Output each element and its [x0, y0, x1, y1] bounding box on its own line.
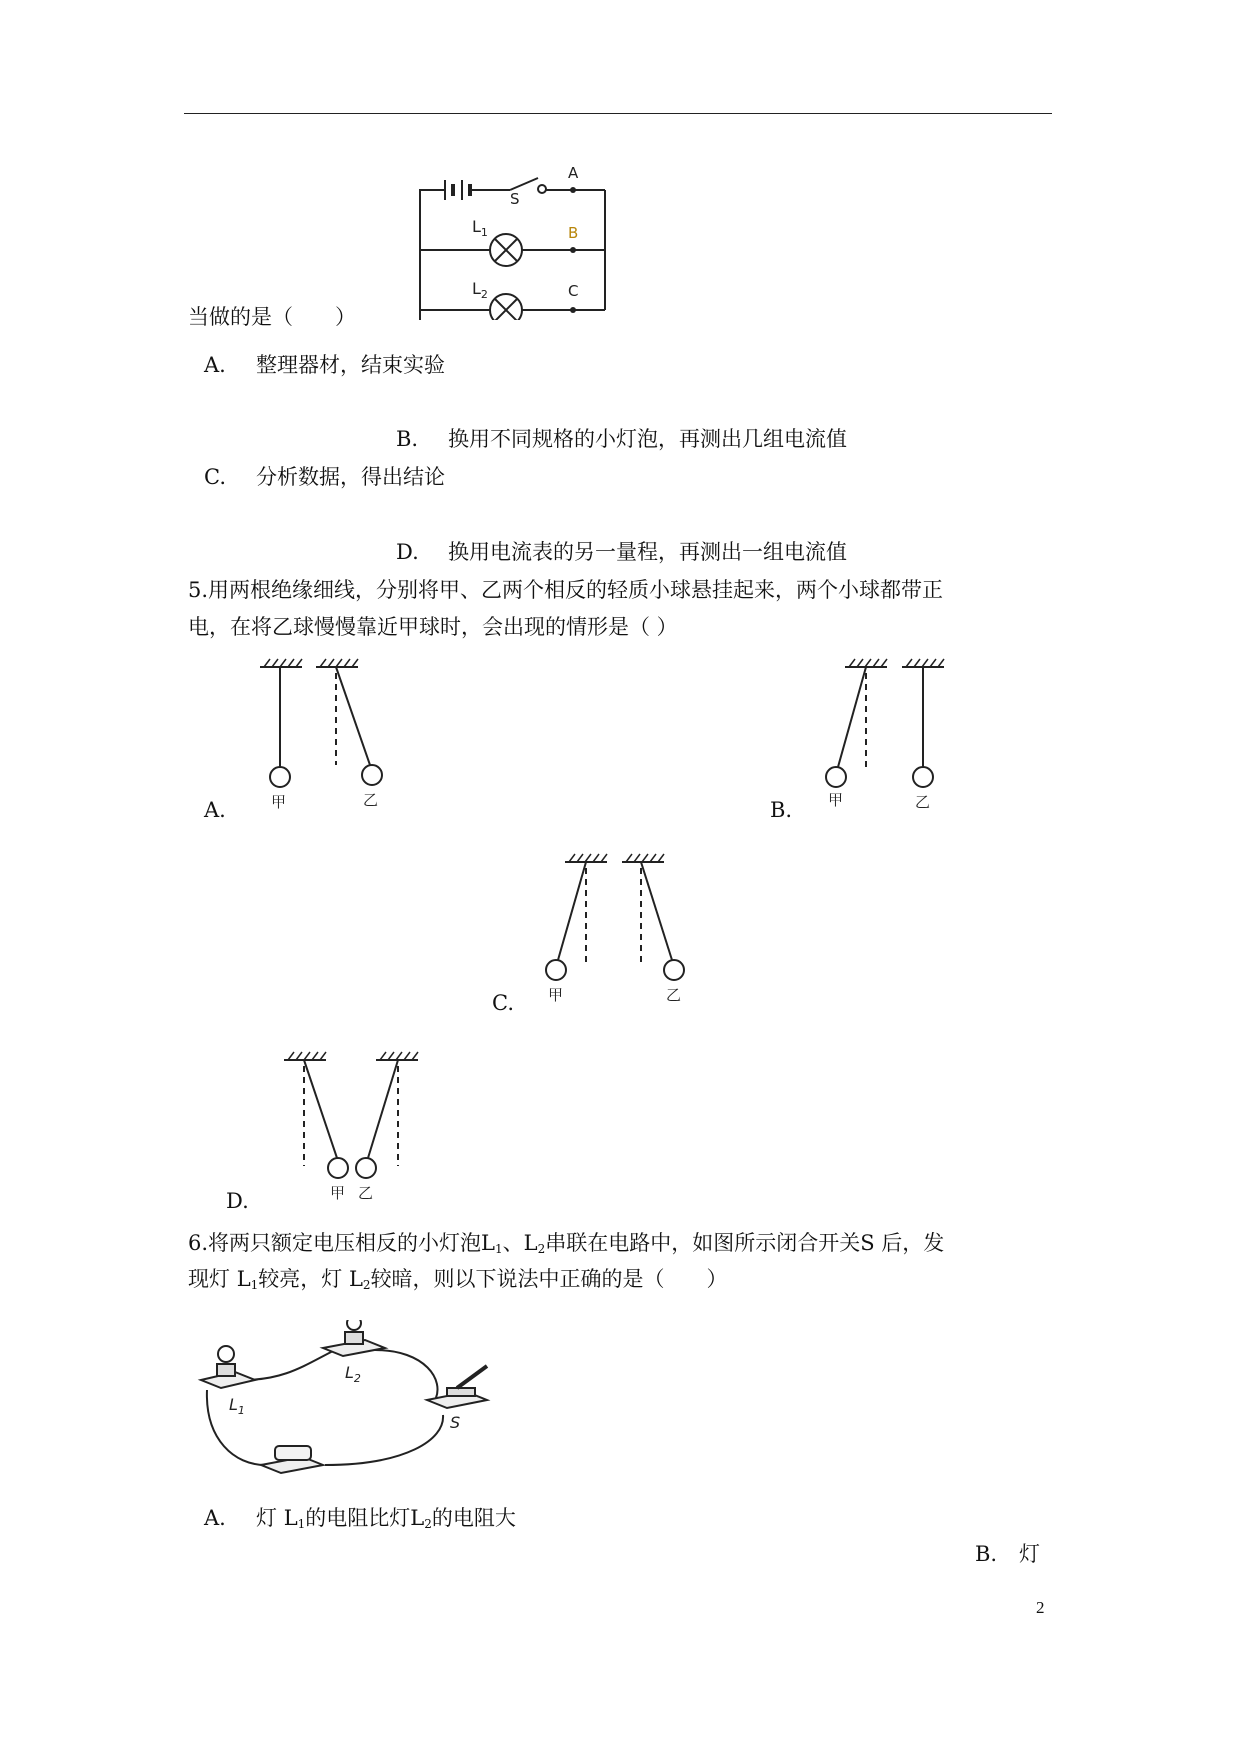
pendulum-diagram-d [280, 1048, 430, 1208]
ball-label-jia: 甲 [828, 791, 844, 809]
q5-option-c-label[interactable]: C. [492, 991, 514, 1015]
circuit-label-c: C [568, 282, 579, 300]
q4-stem-tail: 当做的是（ ） [188, 305, 356, 329]
header-rule [184, 113, 1052, 114]
option-letter: A. [204, 1506, 226, 1530]
pendulum-diagram-a [250, 655, 390, 815]
ball-label-yi: 乙 [666, 986, 682, 1004]
q6-option-a[interactable]: A. 灯 $L_1$的电阻比灯$L_2$的电阻大 [204, 1503, 516, 1539]
lamp-symbol-l2: $L_2$ [523, 1231, 546, 1256]
ball-label-jia: 甲 [330, 1184, 346, 1202]
sketch-label-l2: $L_2$ [345, 1363, 361, 1385]
ball-label-yi: 乙 [915, 793, 931, 811]
q5-option-d-label[interactable]: D. [226, 1189, 249, 1213]
sketch-label-s: S [450, 1413, 461, 1432]
option-letter: C. [204, 465, 226, 489]
option-text: 灯 [1019, 1542, 1040, 1566]
option-letter: B. [975, 1542, 998, 1566]
option-text: 换用电流表的另一量程，再测出一组电流值 [448, 540, 847, 564]
q5-option-b-label[interactable]: B. [770, 798, 793, 822]
pendulum-diagram-b [820, 655, 950, 815]
circuit-label-b: B [568, 224, 579, 242]
q4-option-b[interactable] [396, 424, 847, 454]
q5-stem-line2: 电，在将乙球慢慢靠近甲球时，会出现的情形是（ ） [188, 615, 678, 639]
q6-option-b[interactable] [975, 1539, 1040, 1569]
q4-option-a[interactable] [204, 350, 445, 380]
page-number: 2 [1036, 1598, 1045, 1617]
sketch-label-l1: $L_1$ [229, 1395, 245, 1417]
ball-label-jia: 甲 [271, 793, 287, 811]
q5-stem-line1: 5.用两根绝缘细线，分别将甲、乙两个相反的轻质小球悬挂起来，两个小球都带正 [188, 578, 944, 602]
option-text: 分析数据，得出结论 [256, 465, 445, 489]
ball-label-jia: 甲 [548, 986, 564, 1004]
q6-stem-line2: 现灯 $L_1$较亮，灯 $L_2$较暗，则以下说法中正确的是（ ） [188, 1267, 728, 1292]
option-text: 换用不同规格的小灯泡，再测出几组电流值 [448, 427, 847, 451]
option-letter: A. [204, 353, 226, 377]
circuit-label-l1: $L_1$ [472, 217, 488, 239]
q5-option-a-label[interactable]: A. [204, 798, 226, 822]
option-text: 整理器材，结束实验 [256, 353, 445, 377]
q6-circuit-sketch [195, 1320, 515, 1480]
circuit-label-s: S [510, 190, 520, 208]
pendulum-diagram-c [540, 850, 700, 1010]
option-letter: B. [396, 427, 419, 451]
ball-label-yi: 乙 [363, 791, 379, 809]
option-letter: D. [396, 540, 419, 564]
circuit-label-a: A [568, 164, 579, 182]
q4-option-c[interactable] [204, 462, 445, 492]
q6-stem-line1: 6.将两只额定电压相反的小灯泡$L_1$、$L_2$串联在电路中，如图所示闭合开关S 后，发 [188, 1231, 945, 1256]
q4-circuit-diagram [400, 160, 630, 320]
ball-label-yi: 乙 [358, 1184, 374, 1202]
q4-option-d[interactable] [396, 537, 847, 567]
lamp-symbol-l1: $L_1$ [481, 1231, 503, 1256]
circuit-label-l2: $L_2$ [472, 279, 488, 301]
